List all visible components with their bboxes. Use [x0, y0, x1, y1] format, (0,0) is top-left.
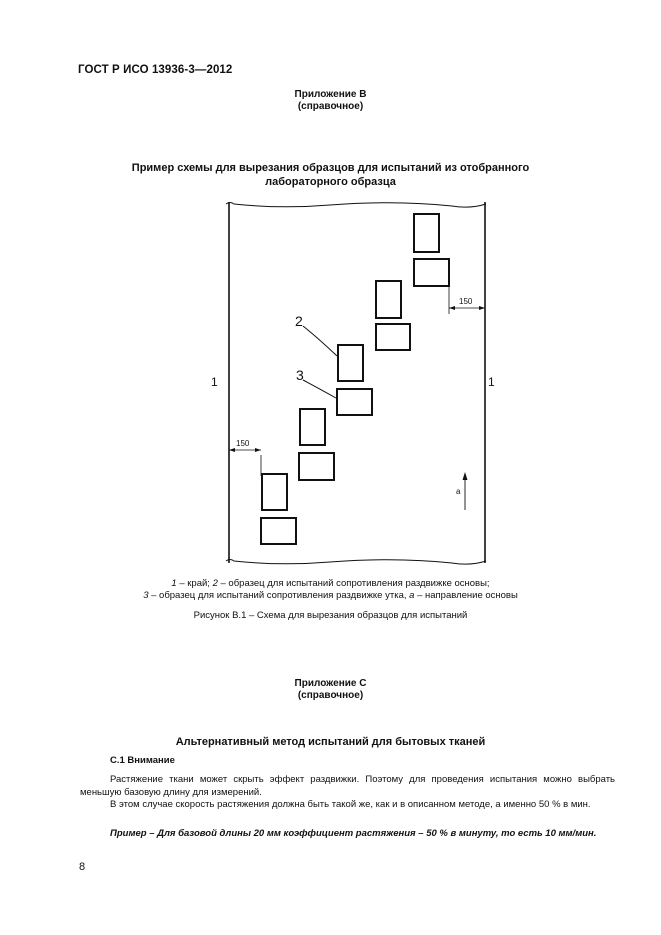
dimension-arrowhead [229, 448, 235, 452]
figure-caption: Рисунок В.1 – Схема для вырезания образцов для испытаний [193, 610, 468, 621]
dimension-arrowhead [479, 306, 485, 310]
annex-b-kind: (справочное) [297, 101, 364, 112]
warp-specimen [262, 474, 287, 510]
weft-specimen [414, 259, 449, 286]
annex-b-title: Приложение В [294, 89, 367, 100]
annex-b-heading-line1: Пример схемы для вырезания образцов для испытаний из отобранного [131, 162, 530, 174]
weft-specimen [261, 518, 296, 544]
label-edge-right: 1 [488, 375, 495, 389]
page-number: 8 [79, 861, 86, 873]
direction-label: a [456, 487, 461, 496]
weft-specimen [299, 453, 334, 480]
dimension-arrowhead [449, 306, 455, 310]
weft-specimen [337, 389, 372, 415]
annex-c-heading: Альтернативный метод испытаний для бытовых тканей [175, 736, 486, 748]
annex-b-heading-line2: лабораторного образца [265, 176, 396, 188]
paragraph: В этом случае скорость растяжения должна быть такой же, как и в описанном методе, а именно 50 % в мин. [110, 799, 591, 810]
warp-specimen [376, 281, 401, 318]
dimension-label-right: 150 [459, 297, 473, 306]
annex-c-title: Приложение С [294, 678, 367, 689]
label-edge-left: 1 [211, 375, 218, 389]
figure-legend-line1: 1 – край; 2 – образец для испытаний сопротивления раздвижке основы; [171, 578, 490, 589]
arrowhead [463, 472, 468, 480]
document-code: ГОСТ Р ИСО 13936-3—2012 [78, 64, 233, 76]
dimension-arrowhead [255, 448, 261, 452]
label-warp-specimen: 2 [295, 313, 303, 329]
fabric-bottom-edge [226, 560, 486, 565]
warp-specimen [414, 214, 439, 252]
figure-legend-line2: 3 – образец для испытаний сопротивления раздвижке утка, а – направление основы [143, 590, 518, 601]
leader-line-2 [303, 326, 337, 356]
warp-specimen [300, 409, 325, 445]
label-weft-specimen: 3 [296, 367, 304, 383]
dimension-label-left: 150 [236, 439, 250, 448]
fabric-top-edge [226, 203, 486, 208]
warp-specimen [338, 345, 363, 381]
section-title: С.1 Внимание [110, 755, 175, 766]
paragraph: Растяжение ткани может скрыть эффект раздвижки. Поэтому для проведения испытания можно выбрать меньшую базовую длину для измерений. [80, 774, 615, 798]
annex-c-kind: (справочное) [297, 690, 364, 701]
example-paragraph: Пример – Для базовой длины 20 мм коэффициент растяжения – 50 % в минуту, то есть 10 мм/мин. [110, 828, 597, 839]
leader-line-3 [303, 380, 336, 398]
weft-specimen [376, 324, 410, 350]
